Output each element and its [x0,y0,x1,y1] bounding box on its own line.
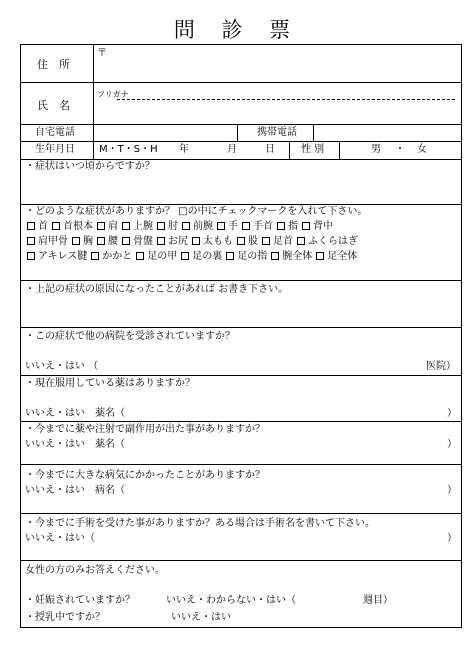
column-divider [289,141,290,159]
q9-pregnant-answer[interactable]: いいえ・わからない・はい（ [166,595,296,606]
q5-close-paren: ） [447,408,457,419]
day-label: 日 [265,144,275,155]
symptom-checkbox[interactable] [271,252,279,260]
symptom-label: 骨盤 [133,236,153,247]
symptom-checkbox[interactable] [242,222,250,230]
q8-answer[interactable]: いいえ・はい（ [25,533,95,544]
symptom-option[interactable] [188,236,233,248]
symptom-checkbox[interactable] [52,222,60,230]
symptom-checkbox[interactable] [91,252,99,260]
home-phone-label: 自宅電話 [35,127,75,138]
year-label: 年 [179,144,189,155]
q5-answer[interactable]: いいえ・はい 薬名（ [25,408,125,419]
symptom-checkbox[interactable] [27,252,35,260]
symptom-checkbox[interactable] [226,252,234,260]
symptom-checkbox[interactable] [181,252,189,260]
questionnaire-form [20,44,462,628]
symptom-checkbox[interactable] [97,222,105,230]
symptom-label: 首 [38,221,48,232]
q4-other-hospital-question: ・この症状で他の病院を受診されていますか？ [25,331,235,342]
q7-close-paren: ） [447,485,457,496]
symptom-checkbox[interactable] [262,237,270,245]
symptom-option[interactable] [178,221,213,233]
row-divider [21,141,461,142]
section-divider [21,327,461,328]
symptom-label: 足の裏 [192,251,223,262]
symptom-checkbox[interactable] [192,237,200,245]
symptom-option[interactable] [267,251,312,263]
symptom-label: 足の指 [237,251,268,262]
symptom-checkbox[interactable] [122,237,130,245]
home-phone-field[interactable] [94,125,236,140]
q6-close-paren: ） [447,439,457,450]
postal-mark: 〒 [97,48,107,59]
symptom-label: かかと [102,251,133,262]
furigana-label: フリガナ [97,90,129,99]
section-divider [21,464,461,465]
symptom-option[interactable] [153,221,178,233]
section-divider [21,375,461,376]
symptom-option[interactable] [312,251,357,263]
symptom-checkbox[interactable] [316,252,324,260]
symptom-checkbox[interactable] [277,222,285,230]
symptom-label: 前腕 [193,221,213,232]
symptom-option[interactable] [118,236,153,248]
symptom-label: 上腕 [133,221,153,232]
symptom-row-3 [27,251,357,263]
symptom-option[interactable] [87,251,132,263]
symptom-option[interactable] [27,236,68,248]
sex-label: 性 別 [301,144,325,155]
q2-symptoms-question: ・どのような症状がありますか？ □の中にチェックマークを入れて下さい。 [25,206,368,217]
symptom-checkbox[interactable] [136,252,144,260]
symptom-option[interactable] [222,251,267,263]
q3-answer-field[interactable] [25,298,457,323]
symptom-label: 胸 [83,236,93,247]
section-divider [21,513,461,514]
symptom-option[interactable] [153,236,188,248]
symptom-checkbox[interactable] [297,237,305,245]
symptom-checkbox[interactable] [97,237,105,245]
mobile-phone-field[interactable] [314,125,459,140]
symptom-label: 首根本 [63,221,93,232]
symptom-checkbox[interactable] [237,237,245,245]
symptom-option[interactable] [177,251,222,263]
q5-medication-question: ・現在服用している薬はありますか？ [25,378,195,389]
symptom-label: お尻 [168,236,188,247]
furigana-line [117,99,455,100]
page-title: 問 診 票 [173,18,301,42]
symptom-label: 腰 [108,236,118,247]
symptom-label: 手 [228,221,238,232]
month-label: 月 [227,144,237,155]
symptom-label: 足首 [273,236,293,247]
symptom-option[interactable] [93,236,118,248]
symptom-label: 太もも [203,236,233,247]
symptom-label: 背中 [313,221,333,232]
symptom-checkbox[interactable] [302,222,310,230]
q1-onset-question: ・症状はいつ頃からですか？ [25,161,155,172]
symptom-checkbox[interactable] [182,222,190,230]
symptom-label: 手首 [253,221,273,232]
symptom-option[interactable] [48,221,93,233]
symptom-option[interactable] [68,236,93,248]
symptom-checkbox[interactable] [217,222,225,230]
q6-answer[interactable]: いいえ・はい 薬名（ [25,439,125,450]
address-field[interactable] [94,49,458,81]
symptom-label: 足の甲 [147,251,178,262]
q7-answer[interactable]: いいえ・はい 病名（ [25,485,125,496]
symptom-label: 指 [288,221,298,232]
section-divider [21,280,461,281]
q4-clinic-suffix: 医院） [426,361,456,372]
section-divider [21,204,461,205]
symptom-checkbox[interactable] [27,237,35,245]
sex-option-male[interactable]: 男 [371,144,381,155]
symptom-label: 腕全体 [282,251,313,262]
row-divider [21,159,461,160]
symptom-label: 足全体 [327,251,358,262]
sex-option-female[interactable]: 女 [417,144,427,155]
sex-separator: ・ [395,144,405,155]
name-label: 氏 名 [37,99,70,112]
symptom-label: 肘 [168,221,178,232]
q9-pregnant-question: ・妊娠されていますか？ [25,595,135,606]
symptom-checkbox[interactable] [27,222,35,230]
q6-side-effect-question: ・今までに薬や注射で副作用が出た事がありますか？ [25,424,265,435]
birthdate-label: 生年月日 [35,144,75,155]
address-label: 住 所 [37,58,70,71]
row-divider [21,82,461,83]
symptom-label: アキレス腱 [38,251,88,262]
symptom-option[interactable] [118,221,153,233]
symptom-option[interactable] [233,236,258,248]
symptom-label: 肩 [108,221,118,232]
q9-nursing-question: ・授乳中ですか？ [25,612,105,623]
symptom-checkbox[interactable] [122,222,130,230]
q8-surgery-question: ・今までに手術を受けた事がありますか？ある場合は手術名を書いて下さい。 [25,518,375,529]
era-options: M・T・S・H [99,144,158,155]
section-divider [21,560,461,561]
symptom-option[interactable] [132,251,177,263]
q9-nursing-answer[interactable]: いいえ・はい [171,612,231,623]
q9-women-only-header: 女性の方のみお答えください。 [25,565,165,576]
symptom-option[interactable] [27,251,87,263]
symptom-option[interactable] [273,221,298,233]
q4-answer[interactable]: いいえ・はい （ [25,361,99,372]
symptom-option[interactable] [93,221,118,233]
symptom-checkbox[interactable] [157,222,165,230]
q8-close-paren: ） [447,533,457,544]
name-field[interactable] [94,101,458,123]
symptom-label: 肩甲骨 [38,236,68,247]
symptom-option[interactable] [298,221,333,233]
q1-answer-field[interactable] [25,175,457,201]
symptom-checkbox[interactable] [157,237,165,245]
q3-cause-question: ・上記の症状の原因になったことがあれば お書き下さい。 [25,284,289,295]
symptom-option[interactable] [238,221,273,233]
q7-illness-question: ・今までに大きな病気にかかったことがありますか？ [25,470,265,481]
symptom-option[interactable] [213,221,238,233]
symptom-label: 股 [248,236,258,247]
q9-weeks-label: 週目） [363,595,393,606]
symptom-option[interactable] [258,236,293,248]
column-divider [237,124,238,141]
mobile-phone-label: 携帯電話 [257,127,297,138]
column-divider [339,141,340,159]
symptom-label: ふくらはぎ [308,236,358,247]
symptom-row-2 [27,236,358,248]
symptom-checkbox[interactable] [72,237,80,245]
symptom-row-1 [27,221,333,233]
section-divider [21,421,461,422]
symptom-option[interactable] [293,236,358,248]
symptom-option[interactable] [27,221,48,233]
